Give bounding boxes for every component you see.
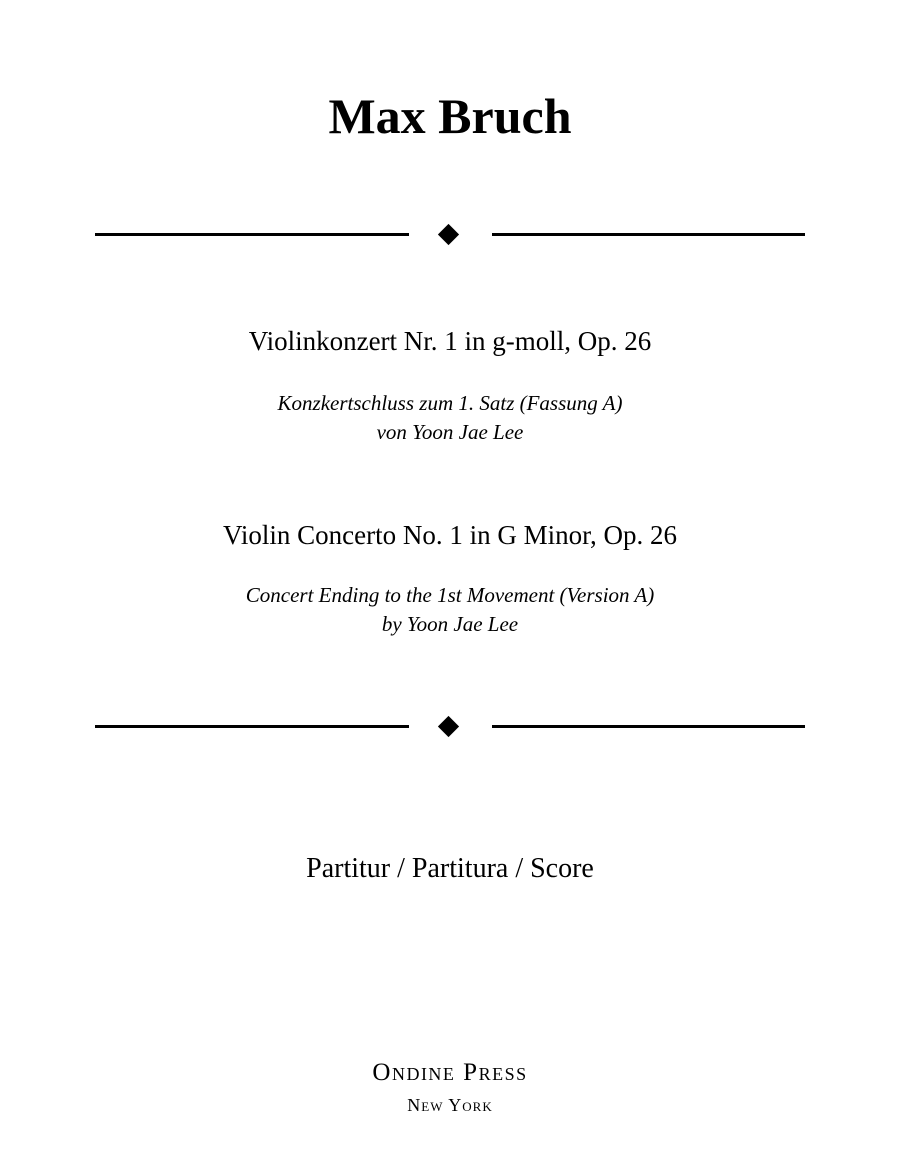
divider-rule-left — [95, 725, 409, 728]
publisher-name: Ondine Press — [372, 1059, 528, 1086]
ornamental-divider-top — [95, 224, 805, 244]
diamond-ornament-icon — [438, 716, 459, 737]
divider-rule-right — [492, 233, 805, 236]
ornamental-divider-bottom — [95, 716, 805, 736]
work-title-german: Violinkonzert Nr. 1 in g-moll, Op. 26 — [248, 326, 652, 356]
edition-type: Partitur / Partitura / Score — [306, 853, 594, 884]
publisher-location: New York — [407, 1095, 493, 1115]
work-subtitle-german: Konzkertschluss zum 1. Satz (Fassung A) — [277, 391, 623, 415]
divider-rule-left — [95, 233, 409, 236]
composer-name: Max Bruch — [328, 88, 572, 144]
divider-rule-right — [492, 725, 805, 728]
arranger-credit-english: by Yoon Jae Lee — [381, 612, 519, 636]
work-title-english: Violin Concerto No. 1 in G Minor, Op. 26 — [222, 520, 678, 550]
diamond-ornament-icon — [438, 224, 459, 245]
work-subtitle-english: Concert Ending to the 1st Movement (Version A) — [245, 583, 655, 607]
arranger-credit-german: von Yoon Jae Lee — [376, 420, 524, 444]
